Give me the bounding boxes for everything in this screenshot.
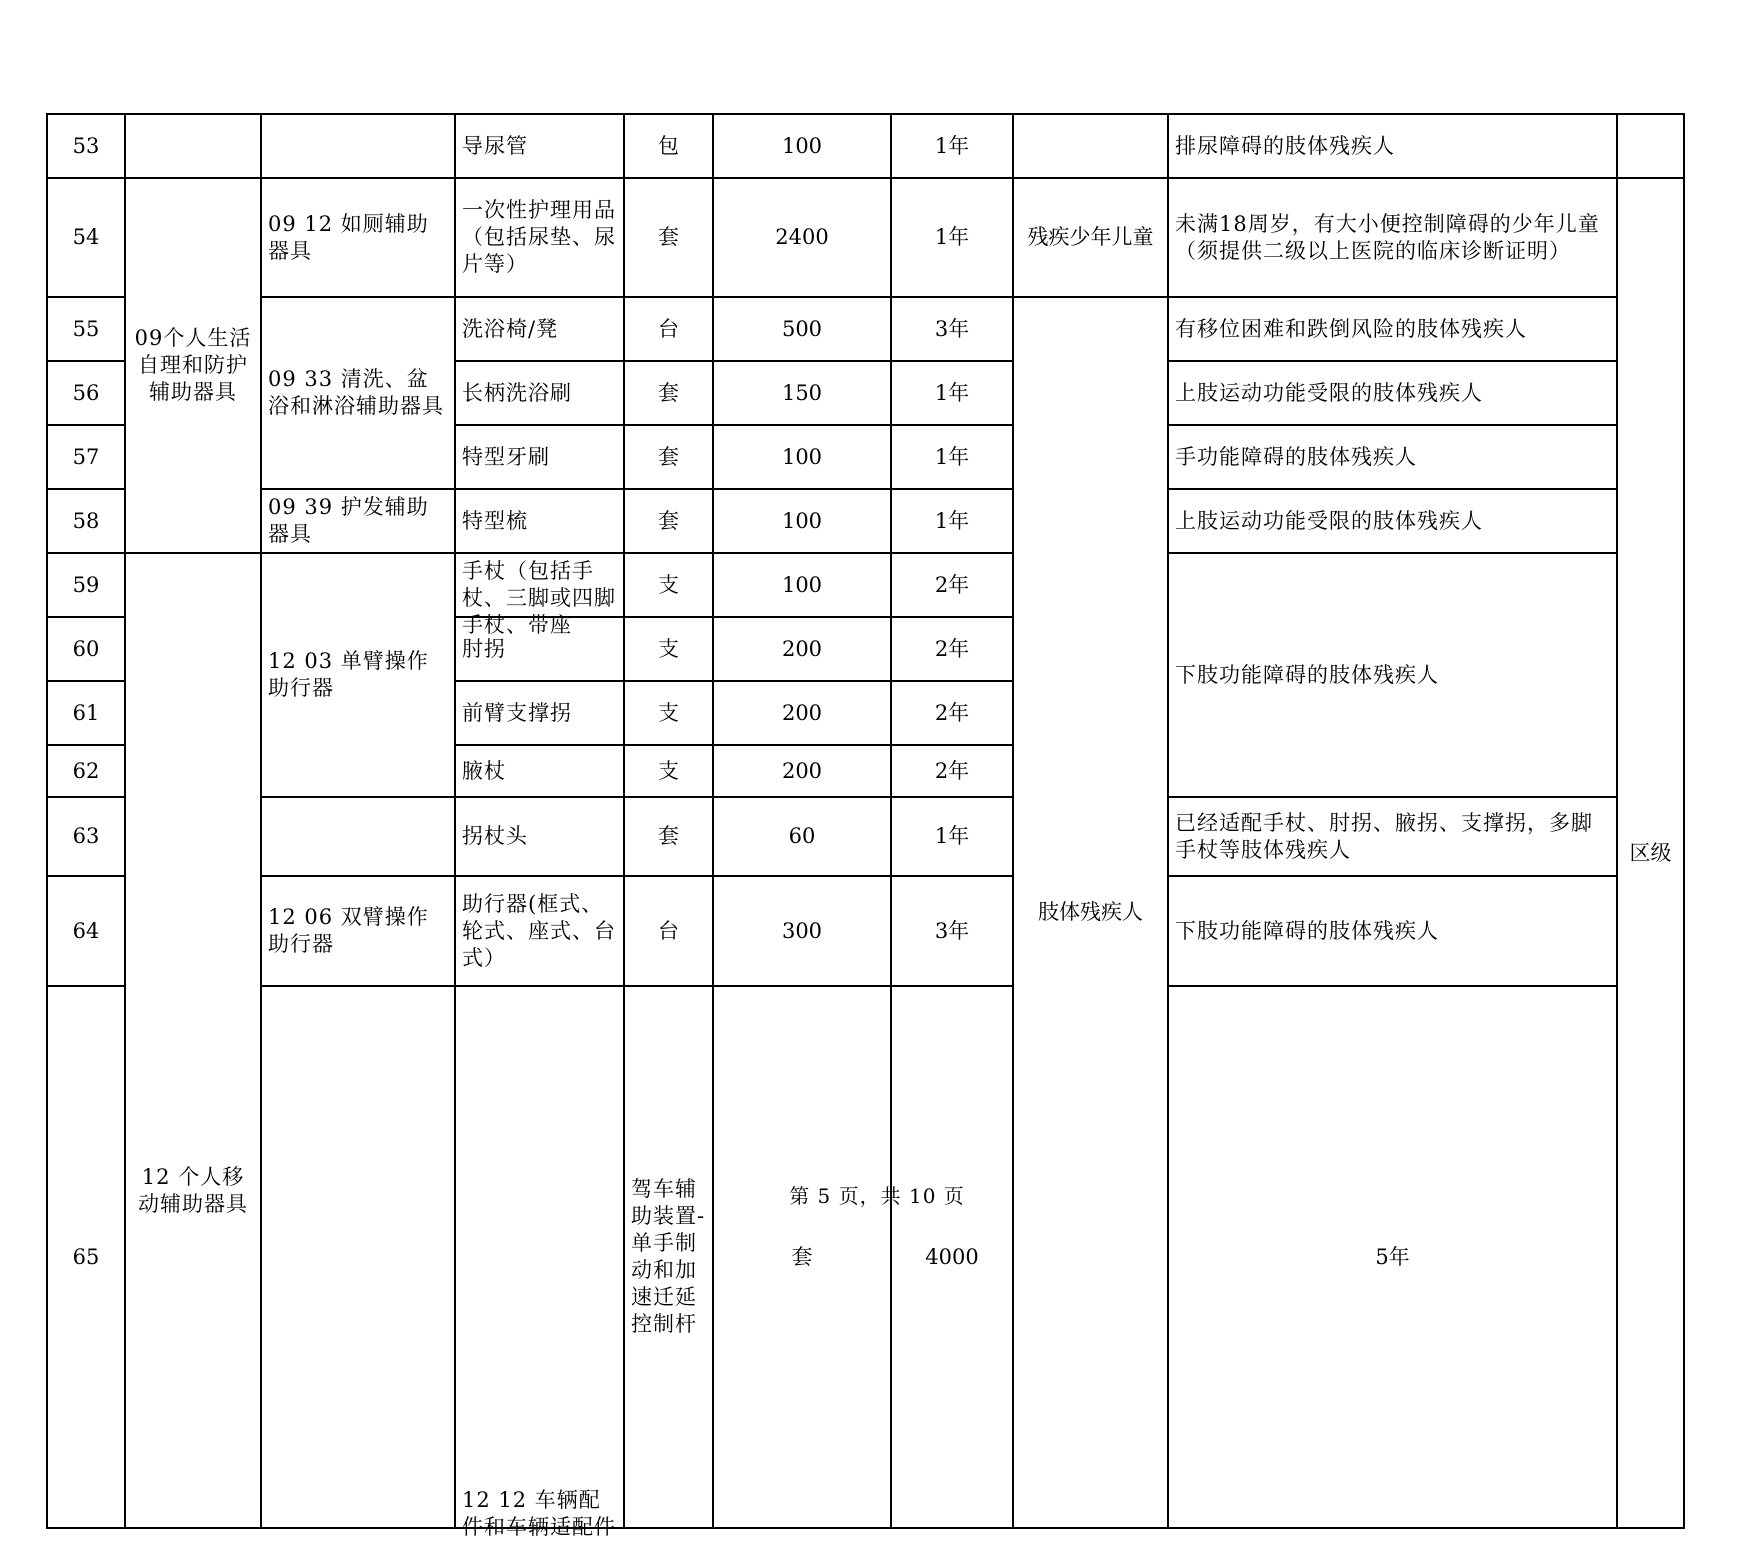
row-number: 60: [47, 617, 125, 681]
target-youth: 残疾少年儿童: [1013, 178, 1168, 297]
usage-term: 2年: [891, 681, 1013, 745]
usage-term: 1年: [891, 114, 1013, 178]
usage-term: 1年: [891, 361, 1013, 425]
product-name: 特型牙刷: [455, 425, 624, 489]
product-name: 腋杖: [455, 745, 624, 797]
unit: 支: [624, 681, 713, 745]
product-name: 驾车辅助装置-单手制动和加速迁延控制杆: [624, 986, 713, 1528]
category-cell-empty: [125, 114, 261, 178]
unit: 套: [624, 797, 713, 876]
eligibility-condition: 手功能障碍的肢体残疾人: [1168, 425, 1617, 489]
product-name: 导尿管: [455, 114, 624, 178]
subcategory-toilet: 09 12 如厕辅助器具: [261, 178, 455, 297]
target-physical: 肢体残疾人: [1013, 297, 1168, 1528]
category-cell-continued: [261, 986, 455, 1528]
subsidy-amount: 100: [713, 489, 891, 553]
product-name-text: 手杖（包括手杖、三脚或四脚手杖、带座: [462, 559, 616, 637]
category-personal-care: 09个人生活自理和防护辅助器具: [125, 178, 261, 553]
usage-term: 1年: [891, 178, 1013, 297]
usage-term: 3年: [891, 297, 1013, 361]
row-number: 64: [47, 876, 125, 986]
subcategory-bathing: 09 33 清洗、盆浴和淋浴辅助器具: [261, 297, 455, 489]
row-number: 55: [47, 297, 125, 361]
product-name: 一次性护理用品（包括尿垫、尿片等）: [455, 178, 624, 297]
unit: 台: [624, 876, 713, 986]
product-name: 肘拐: [455, 617, 624, 681]
unit: 支: [624, 553, 713, 617]
usage-term: 1年: [891, 425, 1013, 489]
eligibility-condition: 下肢功能障碍的肢体残疾人: [1168, 876, 1617, 986]
product-name: 前臂支撑拐: [455, 681, 624, 745]
table-row: [47, 178, 1684, 297]
table-row: [47, 797, 1684, 876]
row-number: 54: [47, 178, 125, 297]
subcategory-cell-empty: [261, 114, 455, 178]
unit: 台: [624, 297, 713, 361]
row-number: 65: [47, 986, 125, 1528]
unit: 套: [713, 986, 891, 1528]
row-number: 57: [47, 425, 125, 489]
product-name: 特型梳: [455, 489, 624, 553]
product-name: [455, 553, 624, 637]
unit: 套: [624, 425, 713, 489]
usage-term: 2年: [891, 617, 1013, 681]
subsidy-table: [46, 113, 1685, 1539]
eligibility-condition: 上肢运动功能受限的肢体残疾人: [1168, 361, 1617, 425]
unit: 包: [624, 114, 713, 178]
row-number: 62: [47, 745, 125, 797]
usage-term: 2年: [891, 553, 1013, 617]
subsidy-amount: 300: [713, 876, 891, 986]
subsidy-amount: 100: [713, 114, 891, 178]
usage-term: 5年: [1168, 986, 1617, 1528]
table-row: [47, 876, 1684, 986]
eligibility-condition: 排尿障碍的肢体残疾人: [1168, 114, 1617, 178]
subsidy-amount: 500: [713, 297, 891, 361]
subsidy-amount: 200: [713, 681, 891, 745]
level-cell-empty: [1617, 114, 1684, 178]
table-row: [47, 553, 1684, 617]
usage-term: 3年: [891, 876, 1013, 986]
eligibility-condition: 有移位困难和跌倒风险的肢体残疾人: [1168, 297, 1617, 361]
row-number: 56: [47, 361, 125, 425]
subcategory-single-arm: 12 03 单臂操作助行器: [261, 553, 455, 797]
row-number: 58: [47, 489, 125, 553]
row-number: 53: [47, 114, 125, 178]
subsidy-amount: 200: [713, 617, 891, 681]
eligibility-condition: 下肢功能障碍的肢体残疾人: [1168, 553, 1617, 797]
product-name: 洗浴椅/凳: [455, 297, 624, 361]
admin-level: 区级: [1617, 178, 1684, 1528]
product-name: 长柄洗浴刷: [455, 361, 624, 425]
eligibility-condition: 已经适配手杖、肘拐、腋拐、支撑拐，多脚手杖等肢体残疾人: [1168, 797, 1617, 876]
eligibility-condition: 未满18周岁，有大小便控制障碍的少年儿童（须提供二级以上医院的临床诊断证明）: [1168, 178, 1617, 297]
unit: 套: [624, 178, 713, 297]
row-number: 61: [47, 681, 125, 745]
unit: 套: [624, 489, 713, 553]
product-name: 拐杖头: [455, 797, 624, 876]
subsidy-amount: 4000: [891, 986, 1013, 1528]
subcategory-hair: 09 39 护发辅助器具: [261, 489, 455, 553]
target-cell-empty: [1013, 114, 1168, 178]
table-row: [47, 297, 1684, 361]
category-mobility: 12 个人移动辅助器具: [125, 553, 261, 1528]
usage-term: 2年: [891, 745, 1013, 797]
subsidy-amount: 2400: [713, 178, 891, 297]
subsidy-amount: 60: [713, 797, 891, 876]
unit: 支: [624, 617, 713, 681]
subsidy-amount: 100: [713, 553, 891, 617]
page-footer: 第 5 页，共 10 页: [789, 1184, 965, 1208]
usage-term: 1年: [891, 489, 1013, 553]
unit: 套: [624, 361, 713, 425]
subsidy-amount: 100: [713, 425, 891, 489]
subcategory-vehicle-text: 12 12 车辆配件和车辆适配件: [462, 1488, 616, 1539]
product-name: 助行器(框式、轮式、座式、台式）: [455, 876, 624, 986]
subsidy-amount: 200: [713, 745, 891, 797]
subcategory-vehicle: [455, 986, 624, 1539]
unit: 支: [624, 745, 713, 797]
subcategory-cell-empty: [261, 797, 455, 876]
table-row: [47, 114, 1684, 178]
table-row: [47, 986, 1684, 1528]
eligibility-condition: 上肢运动功能受限的肢体残疾人: [1168, 489, 1617, 553]
subcategory-double-arm: 12 06 双臂操作助行器: [261, 876, 455, 986]
subsidy-amount: 150: [713, 361, 891, 425]
table-row: [47, 489, 1684, 553]
row-number: 59: [47, 553, 125, 617]
row-number: 63: [47, 797, 125, 876]
usage-term: 1年: [891, 797, 1013, 876]
